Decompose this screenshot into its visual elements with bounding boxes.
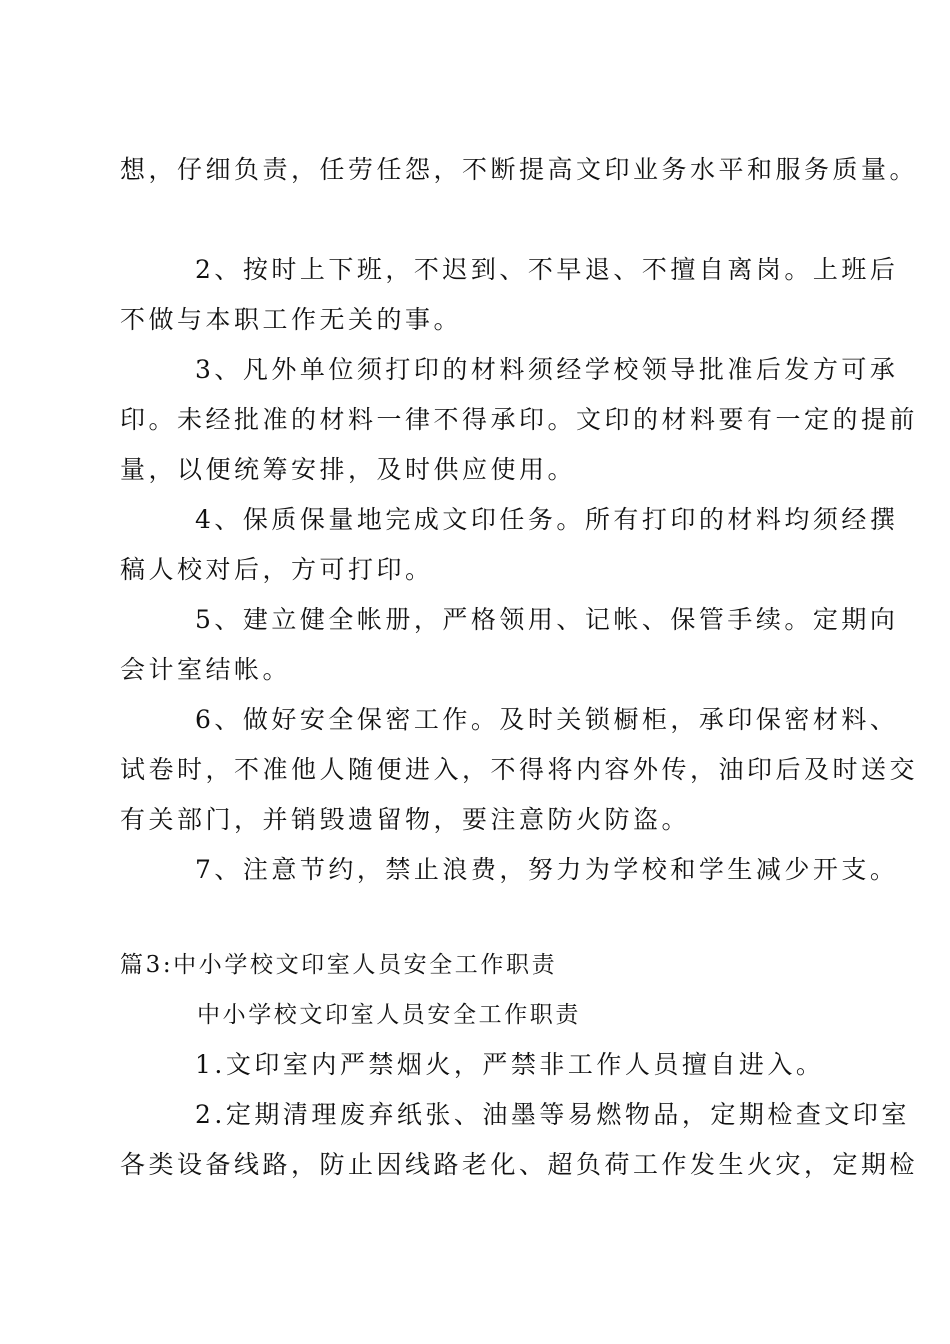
paragraph-line: 2、按时上下班，不迟到、不早退、不擅自离岗。上班后 xyxy=(195,255,899,284)
paragraph-line: 3、凡外单位须打印的材料须经学校领导批准后发方可承 xyxy=(195,355,899,384)
paragraph-line: 2.定期清理废弃纸张、油墨等易燃物品，定期检查文印室 xyxy=(195,1100,910,1129)
paragraph-line: 5、建立健全帐册，严格领用、记帐、保管手续。定期向 xyxy=(195,605,899,634)
section-heading: 篇3:中小学校文印室人员安全工作职责 xyxy=(120,952,558,978)
paragraph-line: 7、注意节约，禁止浪费，努力为学校和学生减少开支。 xyxy=(195,855,899,884)
paragraph-line: 1.文印室内严禁烟火，严禁非工作人员擅自进入。 xyxy=(195,1050,825,1079)
paragraph-line: 量，以便统筹安排，及时供应使用。 xyxy=(120,455,577,484)
paragraph-line: 6、做好安全保密工作。及时关锁橱柜，承印保密材料、 xyxy=(195,705,899,734)
paragraph-line: 试卷时，不准他人随便进入，不得将内容外传，油印后及时送交 xyxy=(120,755,919,784)
paragraph-line: 想，仔细负责，任劳任怨，不断提高文印业务水平和服务质量。 xyxy=(120,155,919,184)
paragraph-line: 稿人校对后，方可打印。 xyxy=(120,555,434,584)
paragraph-line: 4、保质保量地完成文印任务。所有打印的材料均须经撰 xyxy=(195,505,899,534)
paragraph-line: 有关部门，并销毁遗留物，要注意防火防盗。 xyxy=(120,805,691,834)
section-title: 中小学校文印室人员安全工作职责 xyxy=(197,1002,581,1028)
paragraph-line: 各类设备线路，防止因线路老化、超负荷工作发生火灾，定期检 xyxy=(120,1150,919,1179)
paragraph-line: 会计室结帐。 xyxy=(120,655,292,684)
paragraph-line: 不做与本职工作无关的事。 xyxy=(120,305,463,334)
paragraph-line: 印。未经批准的材料一律不得承印。文印的材料要有一定的提前 xyxy=(120,405,919,434)
